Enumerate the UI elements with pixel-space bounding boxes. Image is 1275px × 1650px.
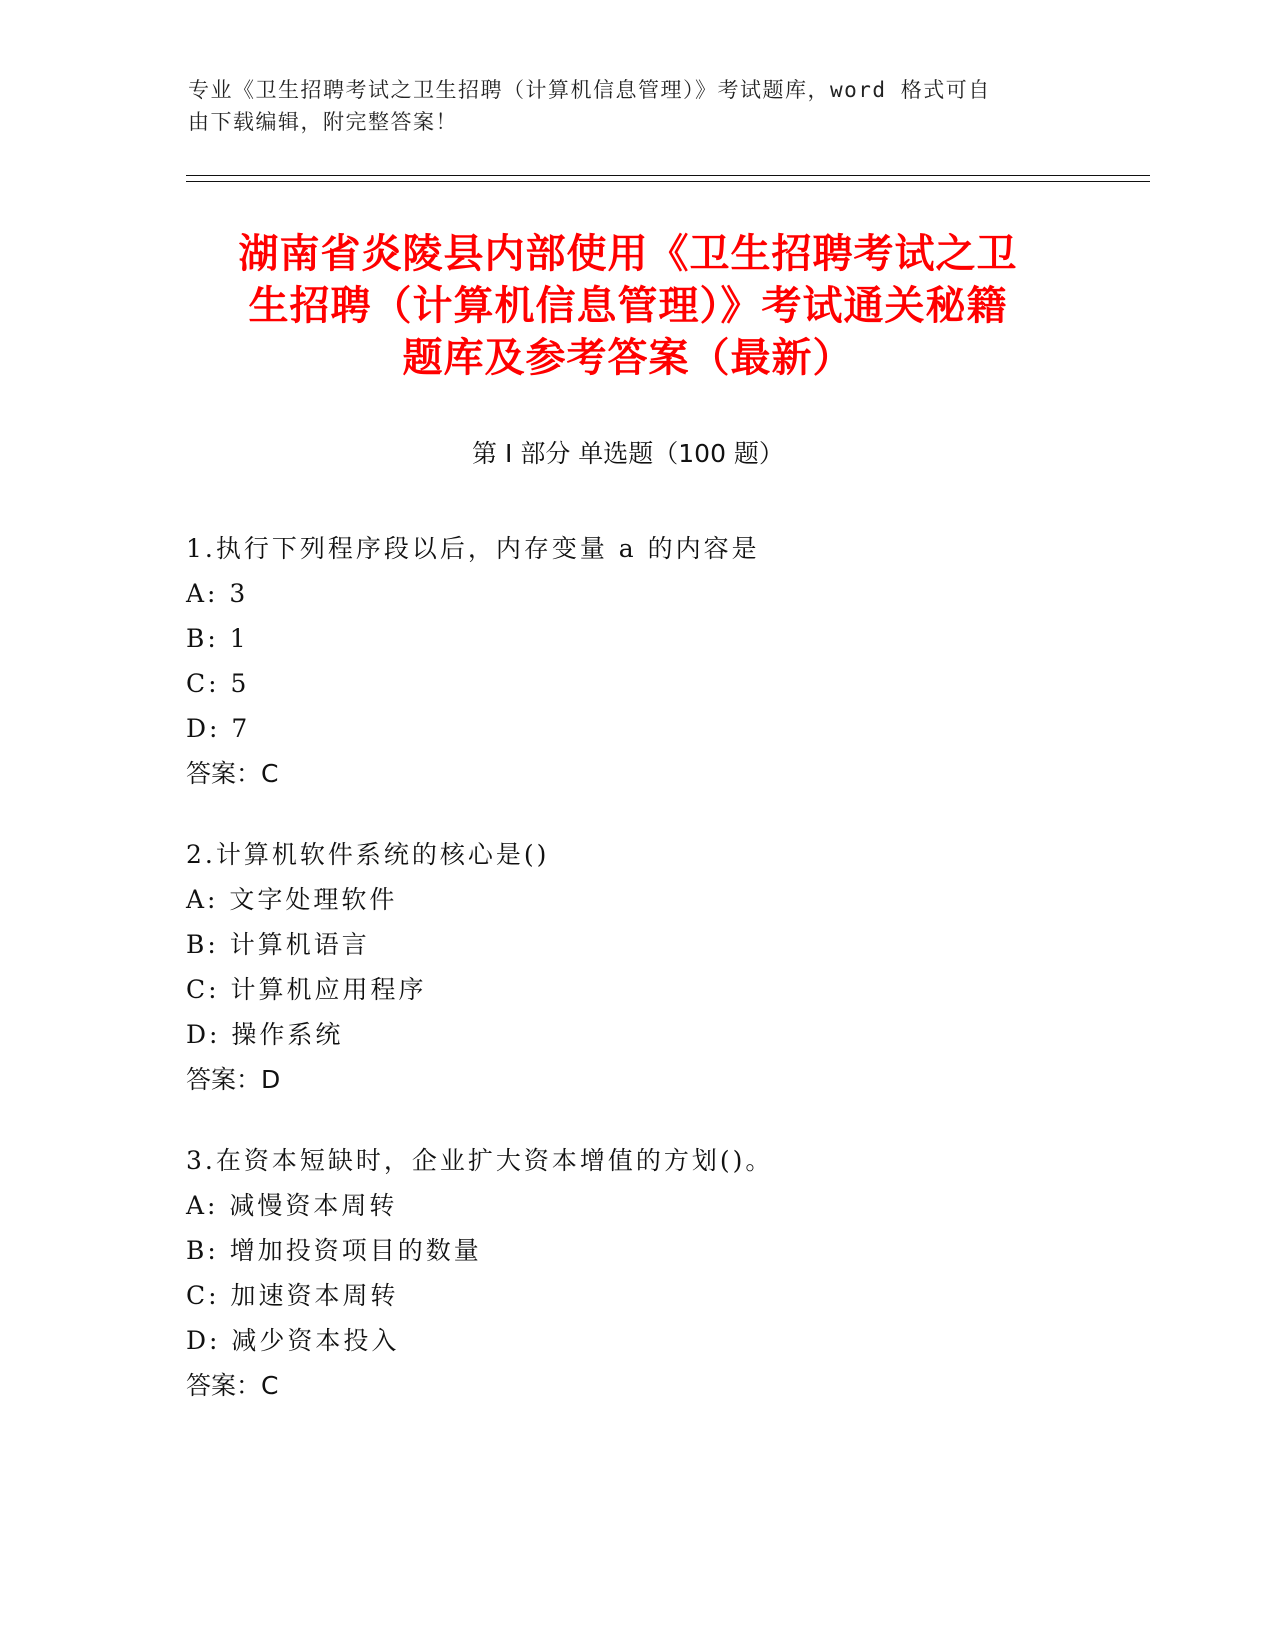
answer: 答案：C	[186, 1371, 279, 1400]
option-b: B: 计算机语言	[186, 930, 370, 959]
question-list	[186, 526, 1086, 1444]
answer: 答案：C	[186, 759, 279, 788]
question-stem: 1.执行下列程序段以后，内存变量 a 的内容是	[186, 534, 760, 563]
option-a: A: 文字处理软件	[186, 885, 398, 914]
document-title-line-1: 湖南省炎陵县内部使用《卫生招聘考试之卫	[238, 231, 1018, 277]
question-3	[186, 1138, 1086, 1408]
answer: 答案：D	[186, 1065, 281, 1094]
document-title-line-3: 题库及参考答案（最新）	[402, 335, 854, 381]
option-a: A: 3	[186, 579, 249, 608]
option-b: B: 1	[186, 624, 249, 653]
header-note-line-1: 专业《卫生招聘考试之卫生招聘（计算机信息管理）》考试题库，word 格式可自	[188, 78, 991, 102]
document-title-line-2: 生招聘（计算机信息管理）》考试通关秘籍	[248, 283, 1008, 329]
option-d: D: 操作系统	[186, 1020, 344, 1049]
header-divider-top	[186, 175, 1150, 176]
question-stem: 3.在资本短缺时，企业扩大资本增值的方划()。	[186, 1146, 774, 1175]
option-c: C: 5	[186, 669, 250, 698]
option-d: D: 减少资本投入	[186, 1326, 400, 1355]
option-a: A: 减慢资本周转	[186, 1191, 398, 1220]
question-2	[186, 832, 1086, 1102]
section-title: 第 I 部分 单选题（100 题）	[472, 439, 784, 468]
question-1	[186, 526, 1086, 796]
option-c: C: 计算机应用程序	[186, 975, 427, 1004]
question-stem: 2.计算机软件系统的核心是()	[186, 840, 550, 869]
option-b: B: 增加投资项目的数量	[186, 1236, 482, 1265]
option-d: D: 7	[186, 714, 251, 743]
option-c: C: 加速资本周转	[186, 1281, 399, 1310]
header-note	[188, 74, 1068, 138]
header-note-line-2: 由下载编辑，附完整答案！	[188, 110, 458, 134]
document-title	[186, 228, 1070, 384]
header-divider-bottom	[186, 181, 1150, 182]
